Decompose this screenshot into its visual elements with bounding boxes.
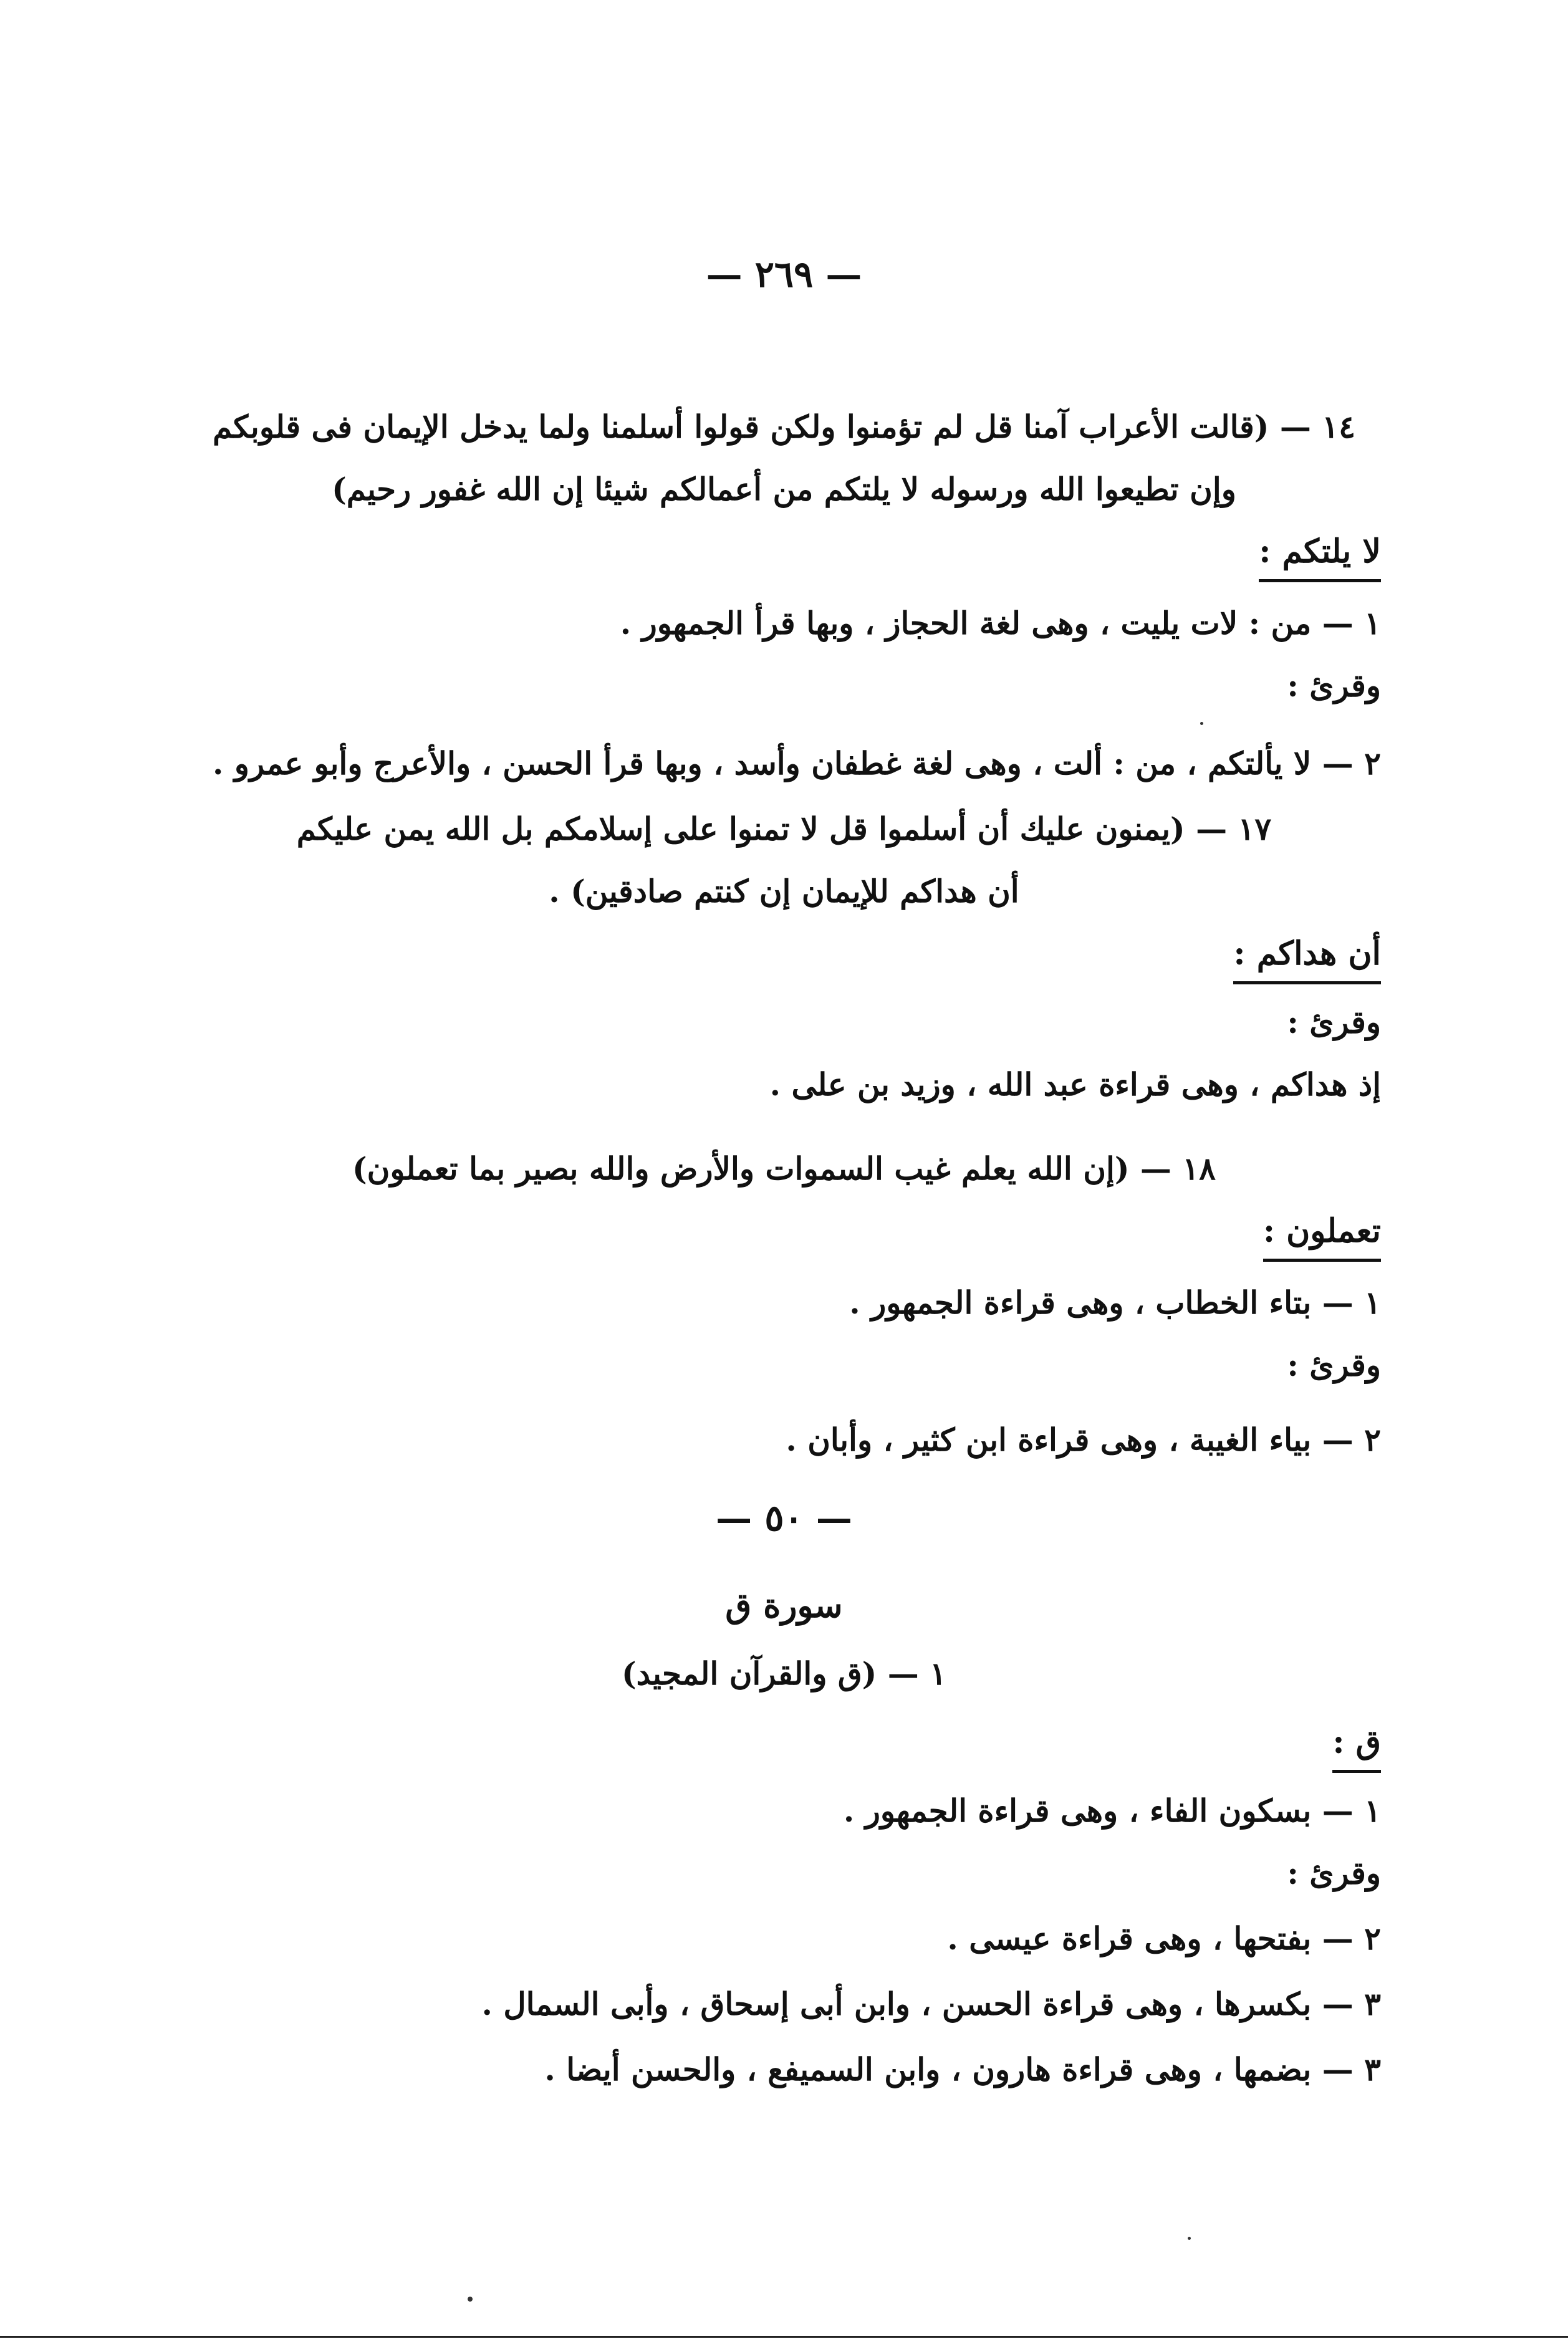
qurie-label: وقرئ : xyxy=(1287,1004,1381,1040)
verse-17-line-1: ١٧ — (يمنون عليك أن أسلموا قل لا تمنوا على إسلامكم بل الله يمن عليكم xyxy=(296,810,1272,847)
reading-line: ٢ — لا يألتكم ، من : ألت ، وهى لغة غطفان وأسد ، وبها قرأ الحسن ، والأعرج وأبو عمرو . xyxy=(212,745,1381,782)
heading-qaf: ق : xyxy=(1332,1717,1381,1773)
scan-speck xyxy=(1188,2237,1191,2240)
verse-17-line-2: أن هداكم للإيمان إن كنتم صادقين) . xyxy=(549,873,1019,910)
reading-line: إذ هداكم ، وهى قراءة عبد الله ، وزيد بن على . xyxy=(769,1066,1381,1103)
qurie-label: وقرئ : xyxy=(1287,1855,1381,1891)
verse-18-line-1: ١٨ — (إن الله يعلم غيب السموات والأرض والله بصير بما تعملون) xyxy=(352,1150,1216,1187)
reading-line: ٢ — بفتحها ، وهى قراءة عيسى . xyxy=(947,1920,1381,1957)
surah-number: — ٥٠ — xyxy=(716,1497,852,1539)
verse-1-line-1: ١ — (ق والقرآن المجيد) xyxy=(622,1655,946,1692)
qurie-label: وقرئ : xyxy=(1287,1347,1381,1383)
heading-tamalun: تعملون : xyxy=(1263,1206,1381,1262)
scan-speck xyxy=(468,2297,473,2302)
reading-line: ١ — من : لات يليت ، وهى لغة الحجاز ، وبها قرأ الجمهور . xyxy=(620,605,1381,641)
heading-an-hadakum: أن هداكم : xyxy=(1233,929,1381,984)
qurie-label: وقرئ : xyxy=(1287,667,1381,704)
verse-14-line-2: وإن تطيعوا الله ورسوله لا يلتكم من أعمالكم شيئا إن الله غفور رحيم) xyxy=(332,471,1236,507)
surah-title: سورة ق xyxy=(725,1585,843,1625)
reading-line: ٢ — بياء الغيبة ، وهى قراءة ابن كثير ، وأبان . xyxy=(786,1421,1381,1458)
verse-14-line-1: ١٤ — (قالت الأعراب آمنا قل لم تؤمنوا ولكن قولوا أسلمنا ولما يدخل الإيمان فى قلوبكم xyxy=(213,408,1355,445)
page-bottom-edge xyxy=(0,2336,1568,2338)
reading-line: ٣ — بضمها ، وهى قراءة هارون ، وابن السميفع ، والحسن أيضا . xyxy=(544,2051,1381,2088)
reading-line: ١ — بتاء الخطاب ، وهى قراءة الجمهور . xyxy=(849,1284,1381,1321)
reading-line: ٣ — بكسرها ، وهى قراءة الحسن ، وابن أبى إسحاق ، وأبى السمال . xyxy=(481,1986,1381,2022)
page-number: — ٢٦٩ — xyxy=(706,253,862,295)
scan-speck xyxy=(1200,722,1203,725)
reading-line: ١ — بسكون الفاء ، وهى قراءة الجمهور . xyxy=(843,1792,1381,1829)
heading-la-yalitkum: لا يلتكم : xyxy=(1259,527,1381,582)
